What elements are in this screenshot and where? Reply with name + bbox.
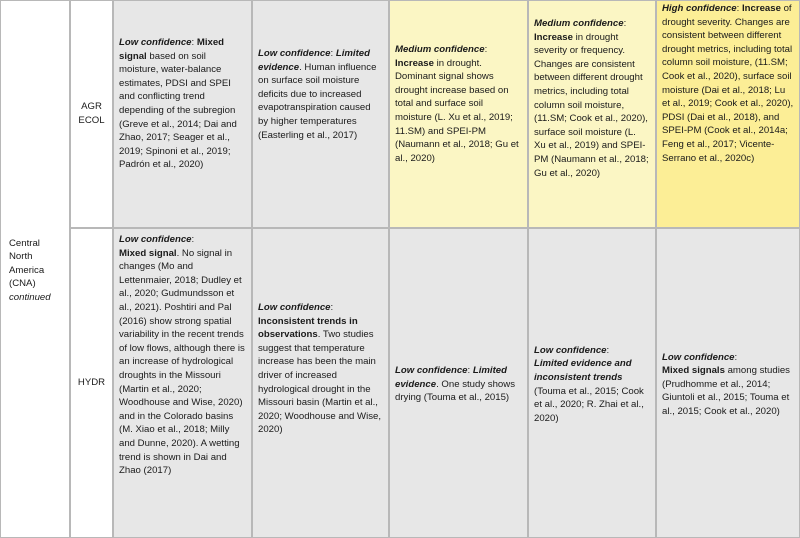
signal-label: Limited evidence (395, 365, 507, 390)
signal-label: Increase (741, 3, 781, 14)
assessment-cell: Low confidence: Inconsistent trends in observations. Two studies suggest that temperature increase has been the main driver of increased hydrological drought in the Missouri basin (Martin et al., 2020; Woodhouse and Wise, 2020) (252, 228, 389, 538)
assessment-cell: Low confidence: Mixed signals among studies (Prudhomme et al., 2014; Giuntoli et al., 2015; Touma et al., 2015; Cook et al., 2020) (656, 228, 800, 538)
signal-label: Inconsistent trends in observations (258, 315, 358, 341)
assessment-text: of drought severity. Changes are consistent between different drought metrics, including total column soil moisture, (11.SM; Cook et al., 2020), surface soil moisture (Dai et al., 2018; Lu et al., 2019; Cook et al., 2020), PDSI (Dai et al., 2018), and SPEI-PM (Cook et al., 2014a; Feng et al., 2017; Vicente-Serrano et al., 2020c) (662, 3, 794, 164)
assessment-cell: Low confidence: Limited evidence and inconsistent trends (Touma et al., 2015; Cook et al., 2020; R. Zhai et al., 2020) (528, 228, 656, 538)
category-cell-hydr (70, 228, 113, 538)
category-cell-agr-ecol (70, 0, 113, 228)
assessment-cell: Medium confidence: Increase in drought. Dominant signal shows drought increase based on total and surface soil moisture (L. Xu et al., 2019; 11.SM) and SPEI-PM (Naumann et al., 2018; Gu et al., 2020) (389, 0, 528, 228)
assessment-cell: Medium confidence: Increase in drought severity or frequency. Changes are consistent between different drought metrics, including total column soil moisture, (11.SM; Cook et al., 2020), surface soil moisture (L. Xu et al., 2019) and SPEI-PM (Naumann et al., 2018; Gu et al., 2020) (528, 0, 656, 228)
assessment-text: . Two studies suggest that temperature increase has been the main driver of increased hydrological drought in the Missouri basin (Martin et al., 2020; Woodhouse and Wise, 2020) (258, 329, 382, 436)
category-label: HYDR (77, 377, 106, 389)
confidence-label: Low confidence (258, 302, 331, 313)
confidence-label: Medium confidence (534, 18, 624, 29)
assessment-cell: Low confidence: Limited evidence. One study shows drying (Touma et al., 2015) (389, 228, 528, 538)
signal-label: Increase (534, 31, 573, 43)
assessment-text: in drought severity or frequency. Changes are consistent between different drought metrics, including total column soil moisture, (11.SM; Cook et al., 2020), surface soil moisture (L. Xu et al., 2019) and SPEI-PM (Naumann et al., 2018; Gu et al., 2020) (534, 31, 649, 179)
assessment-cell: High confidence: Increase of drought severity. Changes are consistent between different drought metrics, including total column soil moisture, (11.SM; Cook et al., 2020), surface soil moisture (Dai et al., 2018; Lu et al., 2019; Cook et al., 2020), PDSI (Dai et al., 2018), and SPEI-PM (Cook et al., 2014a; Feng et al., 2017; Vicente-Serrano et al., 2020c) (656, 0, 800, 228)
confidence-label: High confidence (662, 3, 737, 14)
signal-label: Mixed signal (119, 37, 225, 62)
region-continued-label: continued (9, 291, 51, 303)
assessment-text: based on soil moisture, water-balance estimates, PDSI and SPEI and conflicting trend depending of the subregion (Greve et al., 2014; Dai and Zhao, 2017; Seager et al., 2019; Spinoni et al., 2019; Padrón et al., 2020) (119, 50, 237, 171)
confidence-label: Low confidence (258, 48, 331, 59)
assessment-text: . One study shows drying (Touma et al., 2015) (395, 378, 515, 404)
signal-label: Limited evidence and inconsistent trends (534, 358, 632, 383)
signal-label: Limited evidence (258, 48, 370, 73)
assessment-cell: Low confidence: Mixed signal. No signal in changes (Mo and Lettenmaier, 2018; Dudley et al., 2020; Gudmundsson et al., 2021). Poshtiri and Pal (2016) show strong spatial variability in the recent trends of low flows, although there is an increase of hydrological droughts in the Missouri (Martin et al., 2020; Woodhouse and Wise, 2020) and in the Colorado basins (M. Xiao et al., 2018; Milly and Dunne, 2020). A wetting trend is shown in Dai and Zhao (2017) (113, 228, 252, 538)
assessment-text: (Touma et al., 2015; Cook et al., 2020; R. Zhai et al., 2020) (534, 385, 644, 424)
signal-label: Mixed signal (119, 247, 177, 259)
confidence-label: Low confidence (119, 37, 192, 48)
assessment-text: . No signal in changes (Mo and Lettenmaier, 2018; Dudley et al., 2020; Gudmundsson et al., 2021). Poshtiri and Pal (2016) show strong spatial variability in the recent trends of low flows, although there is an increase of hydrological droughts in the Missouri (Martin et al., 2020; Woodhouse and Wise, 2020) and in the Colorado basins (M. Xiao et al., 2018; Milly and Dunne, 2020). A wetting trend is shown in Dai and Zhao (2017) (119, 247, 245, 477)
assessment-cell: Low confidence: Mixed signal based on soil moisture, water-balance estimates, PDSI and SPEI and conflicting trend depending of the subregion (Greve et al., 2014; Dai and Zhao, 2017; Seager et al., 2019; Spinoni et al., 2019; Padrón et al., 2020) (113, 0, 252, 228)
confidence-label: Low confidence (534, 344, 607, 356)
signal-label: Increase (395, 57, 434, 69)
region-name-line: Central (9, 237, 40, 249)
signal-label: Mixed signals (662, 365, 725, 377)
confidence-label: Medium confidence (395, 44, 485, 55)
region-name-line: America (9, 264, 45, 276)
assessment-text: . Human influence on surface soil moisture deficits due to increased evapotranspiration caused by higher temperatures (Easterling et al., 2017) (258, 61, 377, 141)
category-label: ECOL (78, 115, 105, 126)
confidence-label: Low confidence (395, 365, 468, 377)
assessment-text: among studies (Prudhomme et al., 2014; Giuntoli et al., 2015; Touma et al., 2015; Cook et al., 2020) (662, 365, 790, 417)
category-label: AGR (81, 101, 102, 113)
region-name-line: (CNA) (9, 278, 36, 290)
confidence-label: Low confidence (662, 351, 735, 363)
region-cell (0, 0, 70, 538)
region-name-line: North (9, 251, 33, 263)
assessment-text: in drought. Dominant signal shows drought increase based on total and surface soil moisture (L. Xu et al., 2019; 11.SM) and SPEI-PM (Naumann et al., 2018; Gu et al., 2020) (395, 57, 519, 164)
assessment-cell: Low confidence: Limited evidence. Human influence on surface soil moisture deficits due to increased evapotranspiration caused by higher temperatures (Easterling et al., 2017) (252, 0, 389, 228)
confidence-label: Low confidence (119, 234, 192, 245)
